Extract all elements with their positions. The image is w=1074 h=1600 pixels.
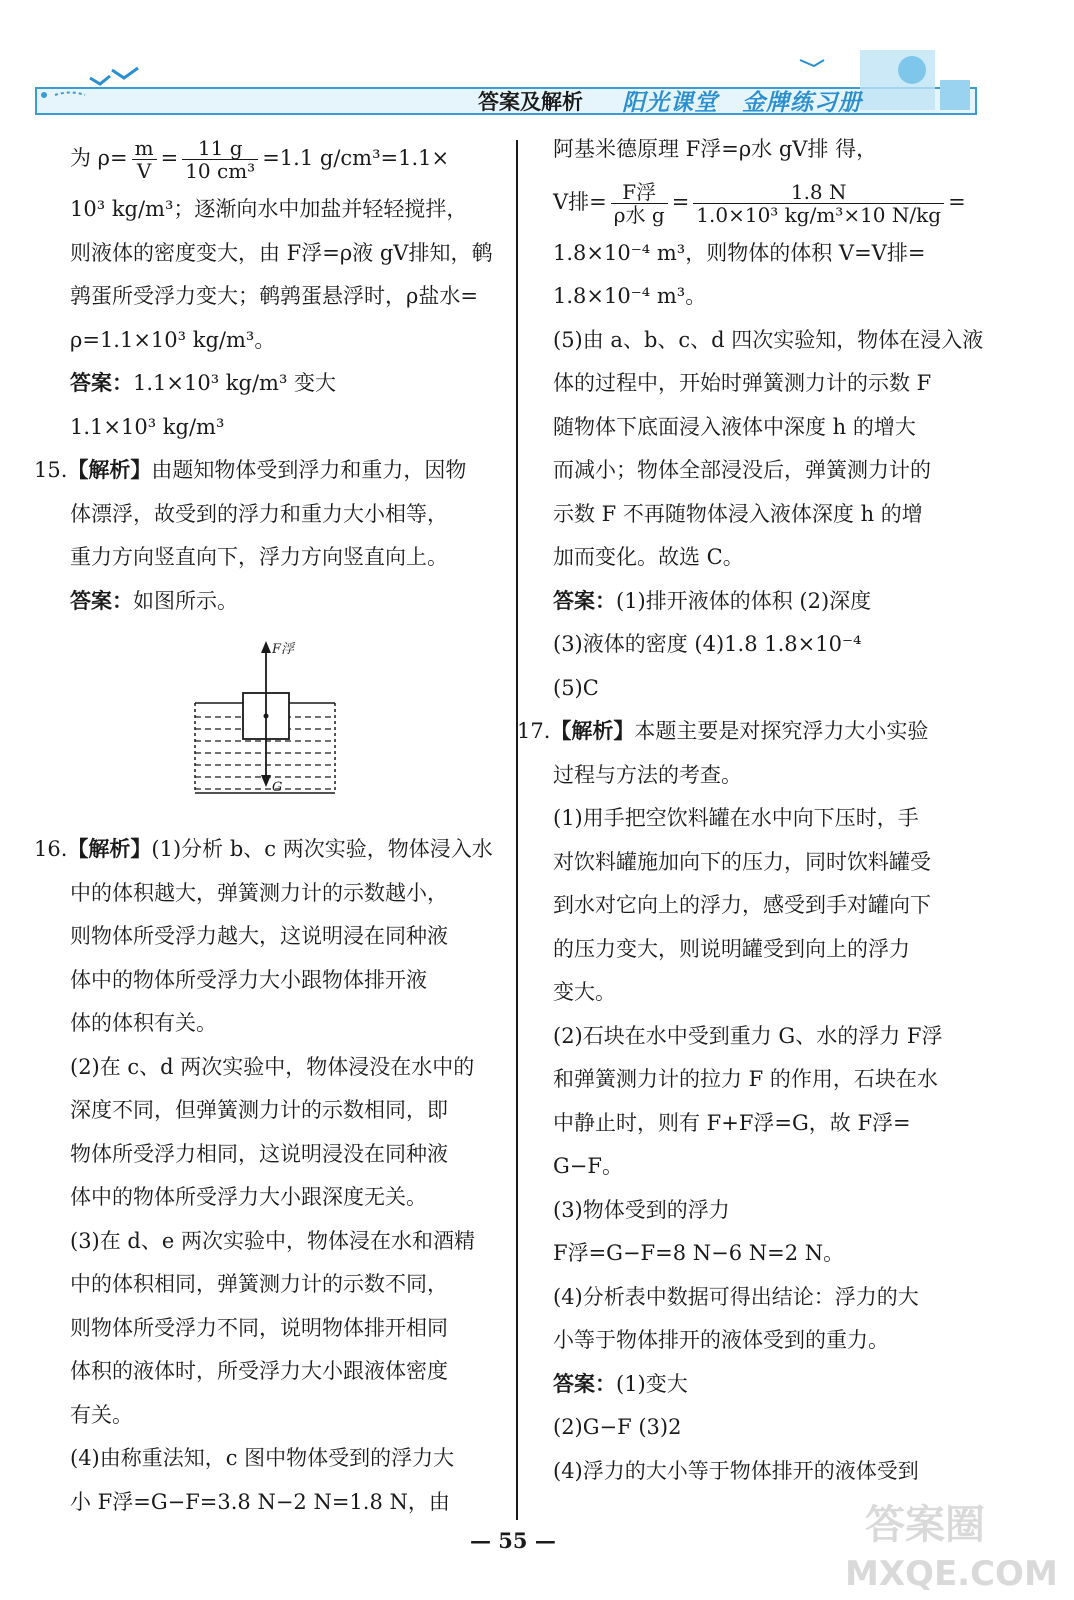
text-line: (3)液体的密度 (4)1.8 1.8×10⁻⁴ xyxy=(553,632,862,656)
text-line: (2)在 c、d 两次实验中，物体浸没在水中的 xyxy=(70,1054,475,1079)
analysis-tag: 【解析】 xyxy=(550,719,635,743)
text-line: 体的体积有关。 xyxy=(70,1011,217,1035)
text-line: 随物体下底面浸入液体中深度 h 的增大 xyxy=(553,414,916,439)
frac-num: F浮 xyxy=(611,181,668,204)
watermark-url: MXQE.COM xyxy=(845,1554,1058,1594)
text-line: 到水对它向上的浮力，感受到手对罐向下 xyxy=(553,893,931,917)
text-line: 而减小；物体全部浸没后，弹簧测力计的 xyxy=(553,458,931,482)
right-column xyxy=(517,128,984,1493)
fraction-values xyxy=(182,137,258,182)
answer-text: (1)排开液体的体积 (2)深度 xyxy=(616,588,872,613)
answer-text: 如图所示。 xyxy=(133,588,238,613)
text-line: 过程与方法的考查。 xyxy=(553,762,742,787)
watermark-text: 答案圈 xyxy=(865,1502,985,1548)
analysis-tag: 【解析】 xyxy=(67,458,152,482)
buoyancy-figure xyxy=(70,623,490,828)
fraction-m-v xyxy=(132,137,157,182)
question-17-heading xyxy=(517,710,973,754)
density-equation xyxy=(70,128,490,188)
eq-sign: = xyxy=(671,189,690,214)
volume-equation xyxy=(553,172,973,232)
frac-den: 10 cm³ xyxy=(185,159,256,183)
text-line: 中的体积相同，弹簧测力计的示数不同， xyxy=(70,1272,448,1296)
question-16-heading xyxy=(34,828,493,872)
text-line: 阿基米德原理 F浮=ρ水 gV排 得， xyxy=(553,137,878,161)
text-line: (2)石块在水中受到重力 G、水的浮力 F浮 xyxy=(553,1023,943,1048)
left-column xyxy=(34,128,493,1524)
page-number: — 55 — xyxy=(470,1528,556,1553)
force-label-F: F浮 xyxy=(272,642,295,657)
frac-num: m xyxy=(132,137,157,160)
text-line: 中静止时，则有 F+F浮=G，故 F浮= xyxy=(553,1110,911,1135)
text-line: (3)物体受到的浮力 xyxy=(553,1197,730,1222)
text-line: 重力方向竖直向下，浮力方向竖直向上。 xyxy=(70,545,448,569)
text-line: 1.8×10⁻⁴ m³，则物体的体积 V=V排= xyxy=(553,240,926,265)
text-line: (1)用手把空饮料罐在水中向下压时，手 xyxy=(553,806,919,830)
text-line: 中的体积越大，弹簧测力计的示数越小， xyxy=(70,880,448,905)
eq-result: =1.1 g/cm³=1.1× xyxy=(262,146,450,170)
text-line: 则物体所受浮力越大，这说明浸在同种液 xyxy=(70,924,448,948)
text-line: (4)浮力的大小等于物体排开的液体受到 xyxy=(553,1458,919,1483)
frac-num: 11 g xyxy=(182,137,258,160)
frac-num: 1.8 N xyxy=(693,181,944,204)
answer-label: 答案： xyxy=(553,1371,616,1396)
question-number: 15. xyxy=(34,458,68,482)
text-line: 本题主要是对探究浮力大小实验 xyxy=(634,719,929,743)
text-line: 体的过程中，开始时弹簧测力计的示数 F xyxy=(553,371,932,395)
text-line: 深度不同，但弹簧测力计的示数相同，即 xyxy=(70,1098,448,1122)
text-line: 小 F浮=G−F=3.8 N−2 N=1.8 N，由 xyxy=(70,1489,450,1514)
answer-text: (1)变大 xyxy=(616,1371,688,1396)
page-header xyxy=(0,0,1074,140)
header-answer-label: 答案及解析 xyxy=(478,90,583,114)
answer-line xyxy=(553,580,973,624)
text-line: 物体所受浮力相同，这说明浸没在同种液 xyxy=(70,1141,448,1166)
eq-result: = xyxy=(948,189,966,214)
answer-line xyxy=(553,1363,973,1407)
text-line: G−F。 xyxy=(553,1154,623,1178)
column-divider xyxy=(516,140,518,1520)
watermark-logo xyxy=(825,1490,1065,1595)
text-line: 和弹簧测力计的拉力 F 的作用，石块在水 xyxy=(553,1067,938,1091)
eq-prefix: V排= xyxy=(553,189,607,214)
text-line: (5)由 a、b、c、d 四次实验知，物体在浸入液 xyxy=(553,327,984,352)
text-line: 加而变化。故选 C。 xyxy=(553,545,744,569)
answer-label: 答案： xyxy=(553,588,616,613)
text-line: 对饮料罐施加向下的压力，同时饮料罐受 xyxy=(553,849,931,874)
text-line: 体中的物体所受浮力大小跟物体排开液 xyxy=(70,967,427,992)
text-line: 1.8×10⁻⁴ m³。 xyxy=(553,284,707,308)
question-number: 16. xyxy=(34,837,68,861)
floating-block-diagram xyxy=(190,633,340,823)
frac-den: 1.0×10³ kg/m³×10 N/kg xyxy=(696,202,942,227)
eq-sign: = xyxy=(160,146,179,170)
text-line: (5)C xyxy=(553,675,599,700)
text-line: (4)分析表中数据可得出结论：浮力的大 xyxy=(553,1284,919,1309)
answer-line xyxy=(70,580,490,624)
text-line: F浮=G−F=8 N−6 N=2 N。 xyxy=(553,1241,845,1265)
text-line: (1)分析 b、c 两次实验，物体浸入水 xyxy=(151,837,493,861)
fraction-values xyxy=(693,181,944,226)
text-line: 的压力变大，则说明罐受到向上的浮力 xyxy=(553,936,910,961)
answer-label: 答案： xyxy=(70,588,133,613)
text-line: 由题知物体受到浮力和重力，因物 xyxy=(151,458,467,482)
text-line: ρ=1.1×10³ kg/m³。 xyxy=(70,327,276,352)
header-decoration xyxy=(0,0,1074,140)
question-15-heading xyxy=(34,449,490,493)
text-line: (2)G−F (3)2 xyxy=(553,1415,682,1439)
text-line: 则物体所受浮力不同，说明物体排开相同 xyxy=(70,1315,448,1340)
text-line: 变大。 xyxy=(553,980,616,1004)
eq-prefix: 为 ρ= xyxy=(70,146,128,170)
question-number: 17. xyxy=(517,719,551,743)
force-label-G: G xyxy=(272,780,283,795)
text-line: (4)由称重法知，c 图中物体受到的浮力大 xyxy=(70,1446,455,1470)
fraction-buoyancy xyxy=(611,181,668,226)
text-line: 10³ kg/m³；逐渐向水中加盐并轻轻搅拌， xyxy=(70,197,468,221)
text-line: 小等于物体排开的液体受到的重力。 xyxy=(553,1328,889,1352)
text-line: 鹑蛋所受浮力变大；鹌鹑蛋悬浮时，ρ盐水= xyxy=(70,284,478,308)
text-line: 有关。 xyxy=(70,1402,133,1427)
text-line: 则液体的密度变大，由 F浮=ρ液 gV排知，鹌 xyxy=(70,240,493,265)
text-line: (3)在 d、e 两次实验中，物体浸在水和酒精 xyxy=(70,1228,475,1253)
answer-text: 1.1×10³ kg/m³ 变大 xyxy=(133,371,337,395)
text-line: 体积的液体时，所受浮力大小跟液体密度 xyxy=(70,1359,448,1383)
header-brand-2: 金牌练习册 xyxy=(742,90,862,116)
text-line: 示数 F 不再随物体浸入液体深度 h 的增 xyxy=(553,501,923,526)
text-line: 体中的物体所受浮力大小跟深度无关。 xyxy=(70,1185,427,1209)
answer-label: 答案： xyxy=(70,371,133,395)
header-brand-1: 阳光课堂 xyxy=(622,90,718,116)
text-line: 体漂浮，故受到的浮力和重力大小相等， xyxy=(70,501,448,526)
frac-den: V xyxy=(136,159,152,183)
frac-den: ρ水 g xyxy=(613,202,665,227)
analysis-tag: 【解析】 xyxy=(67,837,152,861)
text-line: 1.1×10³ kg/m³ xyxy=(70,414,225,439)
answer-line xyxy=(70,362,490,406)
